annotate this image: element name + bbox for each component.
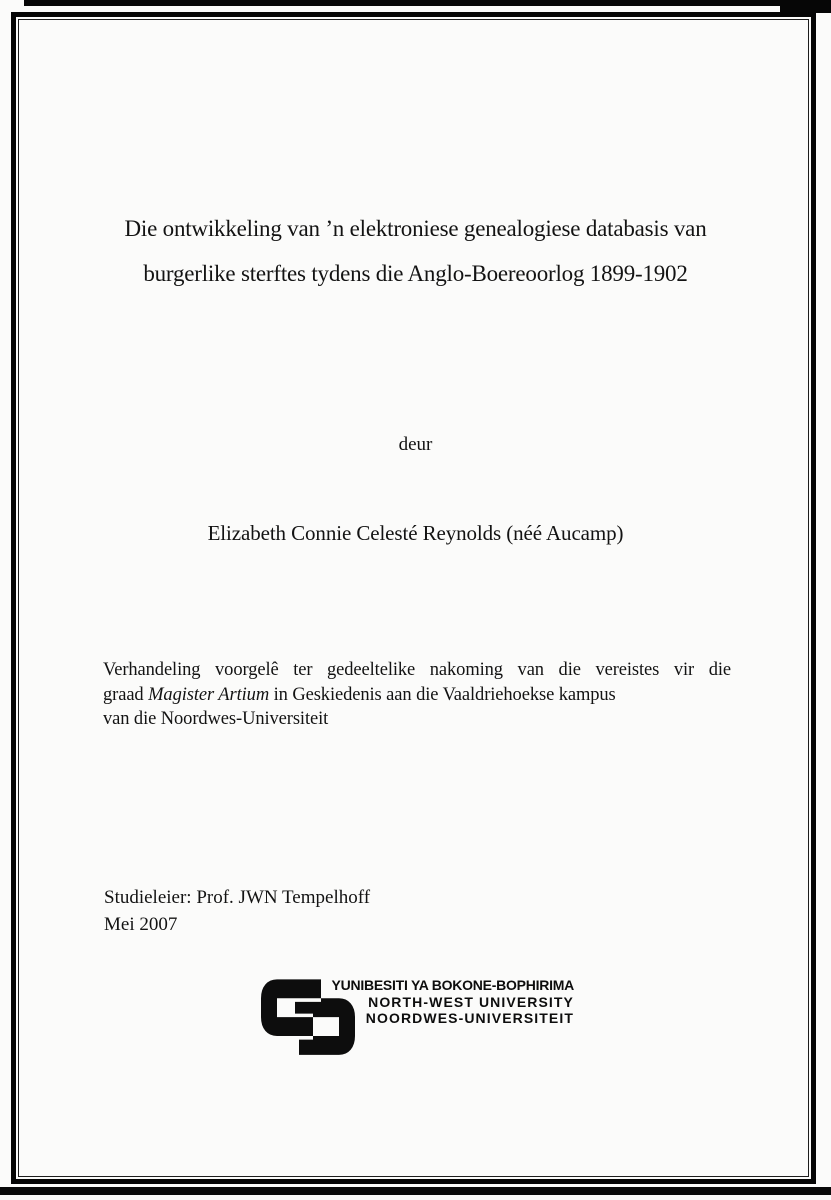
supervisor-block bbox=[104, 885, 370, 938]
declaration-line-2-post: in Geskiedenis aan die Vaaldriehoekse kampus bbox=[269, 684, 616, 705]
supervisor-line: Studieleier: Prof. JWN Tempelhoff bbox=[104, 887, 371, 908]
date-line: Mei 2007 bbox=[104, 913, 178, 935]
logo-line-setswana: YUNIBESITI YA BOKONE-BOPHIRIMA bbox=[331, 977, 574, 993]
declaration-line-1: Verhandeling voorgelê ter gedeeltelike nakoming van die vereistes vir die bbox=[103, 660, 731, 680]
scan-edge-bottom bbox=[0, 1187, 831, 1195]
page-title bbox=[0, 206, 831, 296]
university-logo-text bbox=[318, 977, 574, 1027]
declaration-line-2 bbox=[103, 683, 731, 708]
declaration-line-2-pre: graad bbox=[103, 684, 149, 705]
logo-line-english: NORTH-WEST UNIVERSITY bbox=[368, 993, 574, 1010]
scan-edge-top bbox=[24, 0, 831, 6]
declaration-paragraph bbox=[103, 658, 731, 732]
degree-name-italic: Magister Artium bbox=[148, 684, 270, 705]
title-line-2: burgerlike sterftes tydens die Anglo-Boereoorlog 1899-1902 bbox=[143, 261, 688, 286]
byline-label: deur bbox=[398, 434, 433, 455]
logo-line-afrikaans: NOORDWES-UNIVERSITEIT bbox=[365, 1010, 574, 1026]
title-line-1: Die ontwikkeling van ’n elektroniese genealogiese databasis van bbox=[124, 216, 707, 241]
author-name: Elizabeth Connie Celesté Reynolds (néé Aucamp) bbox=[207, 521, 624, 545]
declaration-line-3: van die Noordwes-Universiteit bbox=[103, 709, 329, 729]
